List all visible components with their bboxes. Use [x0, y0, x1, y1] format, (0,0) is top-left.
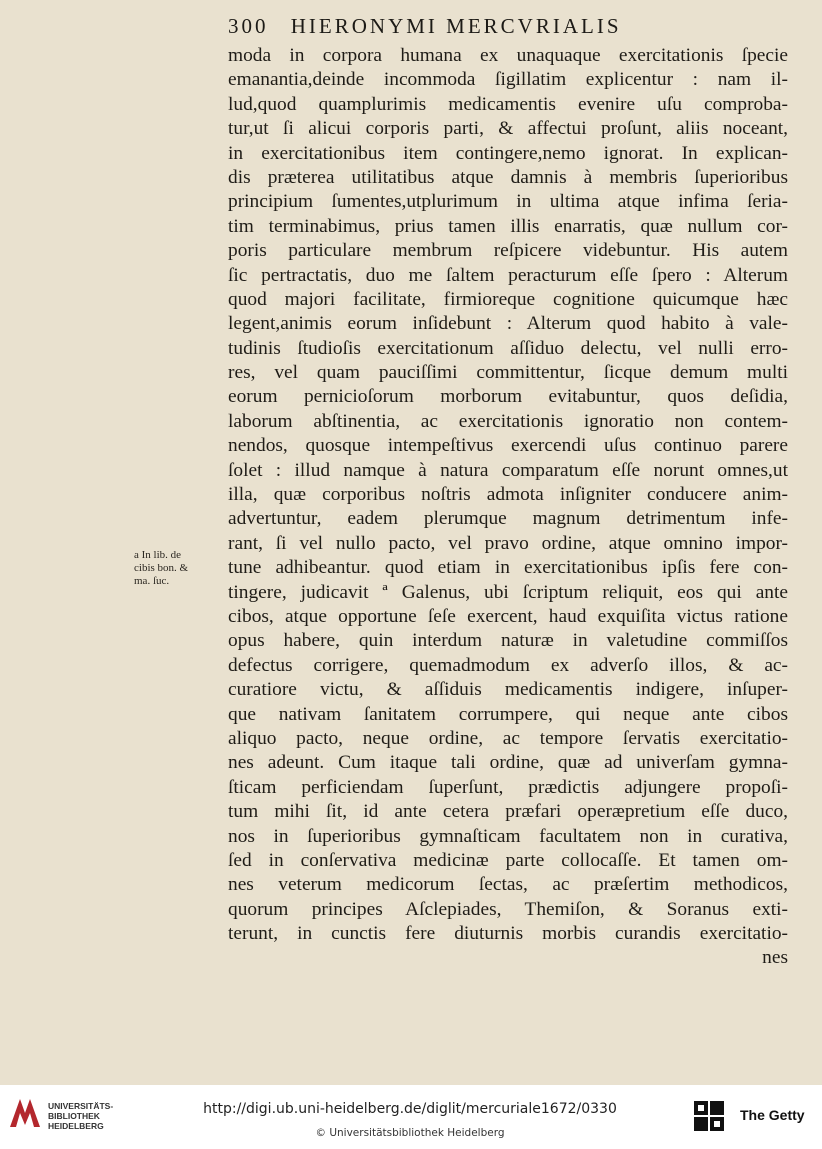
- text-line: defectus corrigere, quemadmodum ex adverſo illos, & ac-: [228, 654, 788, 676]
- university-name: UNIVERSITÄTS- BIBLIOTHEK HEIDELBERG: [48, 1101, 114, 1131]
- text-line: tune adhibeantur. quod etiam in exercitationibus ipſis fere con-: [228, 557, 788, 579]
- running-head-title: HIERONYMI MERCVRIALIS: [290, 14, 622, 38]
- text-line: tudinis ſtudioſis exercitationum aſſiduo delectu, vel nulli erro-: [228, 337, 788, 359]
- text-line: principium ſumentes,utplurimum in ultima atque infima ſeria-: [228, 191, 788, 213]
- text-line: tingere, judicavit ª Galenus, ubi ſcriptum reliquit, eos qui ante: [228, 581, 788, 603]
- margin-note-line: a In lib. de: [134, 549, 182, 561]
- text-line: moda in corpora humana ex unaquaque exercitationis ſpecie: [228, 45, 788, 66]
- text-line: in exercitationibus item contingere,nemo ignorat. In explican-: [228, 142, 788, 164]
- text-line: nos in ſuperioribus gymnaſticam facultatem non in curativa,: [228, 825, 788, 847]
- page-number: 300: [228, 14, 269, 38]
- text-line: tur,ut ſi alicui corporis parti, & affectui proſunt, aliis noceant,: [228, 118, 788, 140]
- margin-note: [134, 549, 220, 588]
- text-line: poris particulare membrum reſpicere videbuntur. His autem: [228, 240, 788, 262]
- text-line: ſticam perficiendam ſuperſunt, prædictis adjungere propoſi-: [228, 776, 788, 798]
- margin-note-line: cibis bon. &: [134, 562, 189, 574]
- text-line: illa, quæ corporibus noſtris admota inſigniter conducere anim-: [228, 484, 788, 506]
- text-line: nendos, quosque intempeſtivus exercendi uſus continuo parere: [228, 435, 788, 457]
- text-line: rant, ſi vel nullo pacto, vel pravo ordine, atque omnino impor-: [228, 532, 788, 554]
- body-text: [228, 44, 788, 971]
- text-line: ſed in conſervativa medicinæ parte collocaſſe. Et tamen om-: [228, 849, 788, 871]
- text-line: terunt, in cunctis fere diuturnis morbis curandis exercitatio-: [228, 923, 788, 945]
- text-line: aliquo pacto, neque ordine, ac tempore ſervatis exercitatio-: [228, 727, 788, 749]
- university-logo-icon: [8, 1095, 42, 1129]
- text-line: ſic pertractatis, duo me ſaltem peracturum eſſe ſpero : Alterum: [228, 264, 788, 286]
- text-line: res, vel quam pauciſſimi committentur, ſicque demum multi: [228, 362, 788, 384]
- text-line: quod majori facilitate, firmioreque cognitione quicumque hæc: [228, 288, 788, 310]
- permalink-url[interactable]: http://digi.ub.uni-heidelberg.de/diglit/mercuriale1672/0330: [203, 1101, 617, 1117]
- text-line: cibos, atque opportune ſeſe exercent, haud exquiſita victus ratione: [228, 605, 788, 627]
- text-line: tim terminabimus, prius tamen illis enarratis, quæ nullum cor-: [228, 215, 788, 237]
- text-line: quorum principes Aſclepiades, Themiſon, & Soranus exti-: [228, 898, 788, 920]
- text-line: ſolet : illud namque à natura comparatum eſſe norunt omnes,ut: [228, 459, 788, 481]
- text-line: laborum abſtinentia, ac exercitationis ignoratio non contem-: [228, 410, 788, 432]
- getty-logo-icon: [692, 1099, 726, 1133]
- text-line: curatiore victu, & aſſiduis medicamentis indigere, inſuper-: [228, 679, 788, 701]
- text-line: lud,quod quamplurimis medicamentis evenire uſu comproba-: [228, 93, 788, 115]
- margin-note-line: ma. ſuc.: [134, 575, 170, 587]
- text-line: nes veterum medicorum ſectas, ac præſertim methodicos,: [228, 874, 788, 896]
- text-line: emanantia,deinde incommoda ſigillatim explicentur : nam il-: [228, 69, 788, 91]
- copyright-notice: © Universitätsbibliothek Heidelberg: [315, 1127, 505, 1139]
- text-line: nes: [762, 947, 788, 969]
- text-line: advertuntur, eadem plerumque magnum detrimentum infe-: [228, 508, 788, 530]
- text-line: tum mihi ſit, id ante cetera præfari operæpretium eſſe duco,: [228, 801, 788, 823]
- text-line: nes adeunt. Cum itaque tali ordine, quæ ad univerſam gymna-: [228, 752, 788, 774]
- text-line: que nativam ſanitatem corrumpere, qui neque ante cibos: [228, 703, 788, 725]
- text-line: dis præterea utilitatibus atque damnis à membris ſuperioribus: [228, 166, 788, 188]
- text-line: eorum pernicioſorum morborum evitabuntur, quos deſidia,: [228, 386, 788, 408]
- partner-name: The Getty: [740, 1107, 805, 1123]
- text-line: legent,animis eorum inſidebunt : Alterum quod habito à vale-: [228, 313, 788, 335]
- text-line: opus habere, quin interdum naturæ in valetudine commiſſos: [228, 630, 788, 652]
- running-header: [228, 14, 622, 39]
- viewer-footer: [0, 1085, 822, 1149]
